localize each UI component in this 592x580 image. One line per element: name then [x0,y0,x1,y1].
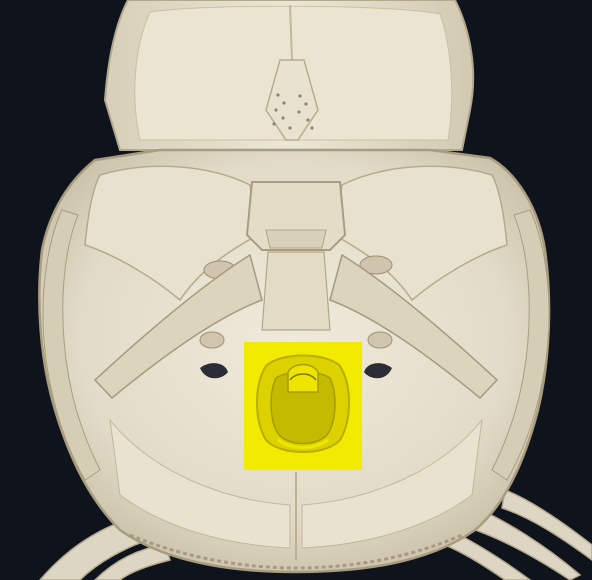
frontal-vault [105,0,473,150]
foramen-magnum-highlight[interactable] [244,342,362,470]
